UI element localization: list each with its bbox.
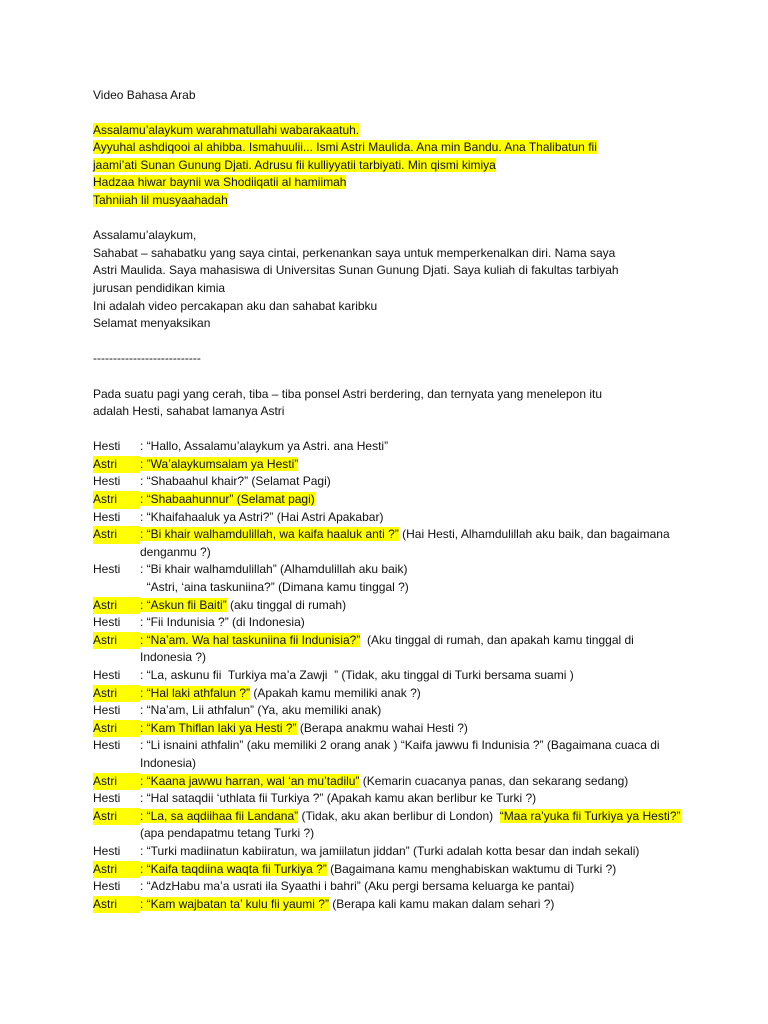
dialog-line xyxy=(93,597,683,615)
arabic-phrase-highlight: “Maa ra’yuka fii Turkiya ya Hesti?” xyxy=(499,808,681,823)
speaker-highlight: Astri xyxy=(93,685,140,703)
utterance xyxy=(140,526,683,561)
translation-text: “Astri, ‘aina taskuniina?” (Dimana kamu tinggal ?) xyxy=(140,580,409,595)
speaker-highlight: Astri xyxy=(93,597,140,615)
utterance xyxy=(140,790,683,808)
speaker-name xyxy=(93,491,140,509)
utterance xyxy=(140,438,683,456)
dialog-line xyxy=(93,509,683,527)
dialog-line xyxy=(93,685,683,703)
speaker-name xyxy=(93,896,140,914)
speaker-name xyxy=(93,632,140,650)
dialog-list xyxy=(93,438,683,913)
arabic-phrase-highlight: : “Na’am. Wa hal taskuniina fii Indunisia?” xyxy=(140,632,361,647)
intro-indo-line: Ini adalah video percakapan aku dan sahabat karibku xyxy=(93,298,378,313)
dialog-line xyxy=(93,438,683,456)
utterance xyxy=(140,614,683,632)
translation-text: (Aku tinggal di rumah, dan apakah kamu tinggal di Indonesia ?) xyxy=(140,632,638,665)
arabic-phrase-highlight: : “Kaana jawwu harran, wal ‘an mu’tadilu” xyxy=(140,773,360,788)
speaker-name xyxy=(93,685,140,703)
intro-indo-line: Astri Maulida. Saya mahasiswa di Universitas Sunan Gunung Djati. Saya kuliah di fakultas tarbiyah xyxy=(93,263,619,278)
intro-indo-line: Assalamu’alaykum, xyxy=(93,228,197,243)
translation-text: (Apakah kamu memiliki anak ?) xyxy=(250,685,421,700)
dialog-line xyxy=(93,667,683,685)
dialog-line xyxy=(93,473,683,491)
utterance xyxy=(140,808,683,843)
utterance xyxy=(140,878,683,896)
arabic-phrase-highlight: : ”Wa’alaykumsalam ya Hesti” xyxy=(140,456,299,471)
utterance xyxy=(140,509,683,527)
speaker-name: Hesti xyxy=(93,668,121,682)
utterance xyxy=(140,685,683,703)
speaker-highlight: Astri xyxy=(93,720,140,738)
speaker-name: Hesti xyxy=(93,703,121,718)
speaker-highlight: Astri xyxy=(93,491,140,509)
utterance xyxy=(140,667,683,685)
speaker-name xyxy=(93,773,140,791)
utterance xyxy=(140,579,683,597)
translation-text: (apa pendapatmu tetang Turki ?) xyxy=(140,826,315,841)
speaker-name: Hesti xyxy=(93,439,121,454)
dialog-line xyxy=(93,878,683,896)
speaker-highlight: Astri xyxy=(93,808,140,826)
intro-indo-line: Selamat menyaksikan xyxy=(93,316,211,331)
dialog-line xyxy=(93,632,683,667)
utterance xyxy=(140,720,683,738)
translation-text: (aku tinggal di rumah) xyxy=(226,597,347,612)
utterance xyxy=(140,456,683,474)
separator-line: --------------------------- xyxy=(93,351,201,366)
dialog-line xyxy=(93,561,683,579)
speaker-highlight: Astri xyxy=(93,896,140,914)
dialog-line xyxy=(93,614,683,632)
intro-arab-line: Tahniiah lil musyaahadah xyxy=(93,192,228,207)
document-title: Video Bahasa Arab xyxy=(93,88,196,102)
dialog-line xyxy=(93,526,683,561)
utterance xyxy=(140,843,683,861)
translation-text: : “Hallo, Assalamu’alaykum ya Astri. ana Hesti” xyxy=(140,439,389,454)
utterance xyxy=(140,597,683,615)
arabic-phrase-highlight: : “Shabaahunnur” (Selamat pagi) xyxy=(140,492,315,507)
arabic-phrase-highlight: : “Kam wajbatan ta’ kulu fii yaumi ?” xyxy=(140,896,329,911)
dialog-line xyxy=(93,773,683,791)
intro-arab-line: Hadzaa hiwar baynii wa Shodiiqatii al hamiimah xyxy=(93,175,347,190)
speaker-name: Hesti xyxy=(93,843,121,858)
translation-text: : “Turki madiinatun kabiiratun, wa jamiilatun jiddan” (Turki adalah kotta besar dan indah sekali) xyxy=(140,843,640,858)
speaker-highlight: Astri xyxy=(93,526,140,544)
speaker-name: Hesti xyxy=(93,474,121,489)
dialog-line xyxy=(93,790,683,808)
translation-text: (Kemarin cuacanya panas, dan sekarang sedang) xyxy=(359,773,629,788)
speaker-name xyxy=(93,720,140,738)
translation-text: (Berapa kali kamu makan dalam sehari ?) xyxy=(328,896,555,911)
speaker-name: Hesti xyxy=(93,509,121,524)
speaker-name: Hesti xyxy=(93,879,121,894)
speaker-name xyxy=(93,861,140,879)
dialog-line xyxy=(93,456,683,474)
translation-text: : “Hal sataqdii ‘uthlata fii Turkiya ?” (Apakah kamu akan berlibur ke Turki ?) xyxy=(140,791,537,806)
translation-text: : “Fii Indunisia ?” (di Indonesia) xyxy=(140,615,305,630)
speaker-highlight: Astri xyxy=(93,632,140,650)
speaker-name xyxy=(93,456,140,474)
speaker-highlight: Astri xyxy=(93,456,140,474)
translation-text: : “La, askunu fii Turkiya ma’a Zawji ” (Tidak, aku tinggal di Turki bersama suami ) xyxy=(140,668,574,682)
speaker-name: Hesti xyxy=(93,791,121,806)
speaker-highlight: Astri xyxy=(93,861,140,879)
translation-text: : “AdzHabu ma’a usrati ila Syaathi i bahri” (Aku pergi bersama keluarga ke pantai) xyxy=(140,879,575,894)
dialog-line xyxy=(93,808,683,843)
translation-text: (Berapa anakmu wahai Hesti ?) xyxy=(296,720,468,735)
intro-arab-line: jaami’ati Sunan Gunung Djati. Adrusu fii kulliyyatii tarbiyati. Min qismi kimiya xyxy=(93,157,496,172)
utterance xyxy=(140,473,683,491)
intro-indonesian-block xyxy=(93,227,683,333)
utterance xyxy=(140,632,683,667)
dialog-line xyxy=(93,720,683,738)
arabic-phrase-highlight: : “Kaifa taqdiina waqta fii Turkiya ?” xyxy=(140,861,327,876)
document-body xyxy=(93,87,683,913)
arabic-phrase-highlight: : “Bi khair walhamdulillah, wa kaifa haaluk anti ?” xyxy=(140,527,399,542)
speaker-name xyxy=(93,597,140,615)
speaker-name: Hesti xyxy=(93,615,121,630)
dialog-line xyxy=(93,579,683,597)
intro-indo-line: Sahabat – sahabatku yang saya cintai, perkenankan saya untuk memperkenalkan diri. Nama saya xyxy=(93,245,616,260)
utterance xyxy=(140,737,683,772)
utterance xyxy=(140,561,683,579)
narration-line: adalah Hesti, sahabat lamanya Astri xyxy=(93,404,285,419)
dialog-line xyxy=(93,737,683,772)
translation-text: (Tidak, aku akan berlibur di London) xyxy=(298,808,500,823)
speaker-name: Hesti xyxy=(93,562,121,577)
intro-indo-line: jurusan pendidikan kimia xyxy=(93,280,226,295)
speaker-highlight: Astri xyxy=(93,773,140,791)
utterance xyxy=(140,491,683,509)
dialog-line xyxy=(93,843,683,861)
intro-arabic-block xyxy=(93,122,683,210)
arabic-phrase-highlight: : “Askun fii Baiti” xyxy=(140,597,227,612)
intro-arab-line: Assalamu’alaykum warahmatullahi wabarakaatuh. xyxy=(93,122,360,137)
arabic-phrase-highlight: : “Kam Thiflan laki ya Hesti ?” xyxy=(140,720,297,735)
intro-arab-line: Ayyuhal ashdiqooi al ahibba. Ismahuulii... Ismi Astri Maulida. Ana min Bandu. Ana Thalibatun fii xyxy=(93,140,597,155)
dialog-line xyxy=(93,896,683,914)
translation-text: (Hai Hesti, Alhamdulillah aku baik, dan bagaimana denganmu ?) xyxy=(140,527,673,559)
translation-text: : “Bi khair walhamdulillah” (Alhamdulillah aku baik) xyxy=(140,562,408,577)
translation-text: : “Na’am, Lii athfalun” (Ya, aku memiliki anak) xyxy=(140,703,382,718)
arabic-phrase-highlight: : “La, sa aqdiihaa fii Landana” xyxy=(140,808,299,823)
translation-text: : “Li isnaini athfalin” (aku memiliki 2 orang anak ) “Kaifa jawwu fi Indunisia ?” (Bagaimana cuaca di Indonesia) xyxy=(140,738,663,770)
utterance xyxy=(140,896,683,914)
dialog-line xyxy=(93,861,683,879)
utterance xyxy=(140,702,683,720)
narration-block xyxy=(93,386,683,421)
speaker-name xyxy=(93,526,140,544)
dialog-line xyxy=(93,491,683,509)
narration-line: Pada suatu pagi yang cerah, tiba – tiba ponsel Astri berdering, dan ternyata yang menelepon itu xyxy=(93,386,603,401)
arabic-phrase-highlight: : “Hal laki athfalun ?” xyxy=(140,685,251,700)
dialog-line xyxy=(93,702,683,720)
translation-text: (Bagaimana kamu menghabiskan waktumu di Turki ?) xyxy=(326,861,617,876)
translation-text: : “Khaifahaaluk ya Astri?” (Hai Astri Apakabar) xyxy=(140,509,384,524)
translation-text: : “Shabaahul khair?” (Selamat Pagi) xyxy=(140,474,331,489)
speaker-name xyxy=(93,808,140,826)
utterance xyxy=(140,773,683,791)
utterance xyxy=(140,861,683,879)
speaker-name: Hesti xyxy=(93,738,121,753)
